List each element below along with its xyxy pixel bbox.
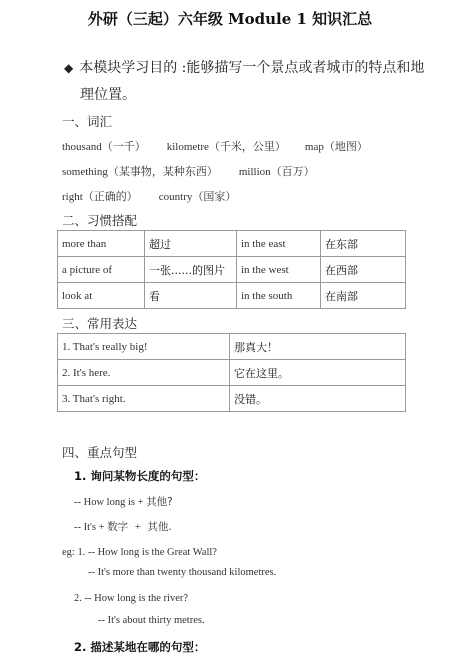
diamond-bullet-icon: ◆ [64,61,74,75]
objective-line-2: 理位置。 [80,87,136,103]
table-cell: look at [58,283,145,309]
phrases-table [57,230,406,309]
vocab-word: something [62,166,108,178]
table-cell: 一张......的图片 [145,257,237,283]
table-row [58,386,406,412]
vocab-row-3 [62,188,236,204]
vocab-row-1 [62,138,368,154]
table-row [58,360,406,386]
table-cell: more than [58,231,145,257]
vocab-meaning: （正确的） [82,190,138,203]
pattern-text: -- How long is + [74,497,144,508]
vocab-meaning: （国家） [192,190,237,203]
vocab-meaning: （百万） [270,165,315,178]
example-2-answer: -- It's about thirty metres. [98,615,205,626]
vocab-word: kilometre [166,141,209,153]
table-cell: 2. It's here. [58,360,230,386]
vocab-meaning: （一千） [101,140,146,153]
pattern-text: 数字 [107,521,129,533]
example-1-answer: -- It's more than twenty thousand kilometres. [88,567,277,578]
objective-line-1 [64,57,424,77]
table-row [58,283,406,309]
pattern-answer [74,519,172,534]
sentence-item-2-title: 2. 描述某地在哪的句型： [74,640,206,654]
table-cell: a picture of [58,257,145,283]
table-row [58,334,406,360]
table-cell: 那真大！ [230,334,406,360]
vocab-meaning: （某事物，某种东西） [107,165,218,178]
vocab-word: right [62,191,83,203]
vocab-meaning: （千米，公里） [208,140,286,153]
example-2-question: 2. -- How long is the river? [74,593,189,604]
vocab-word: thousand [62,141,102,153]
vocab-meaning: （地图） [323,140,368,153]
page-title: 外研（三起）六年级 Module 1 知识汇总 [87,10,373,28]
pattern-text: + [134,522,141,533]
expressions-table [57,333,406,412]
table-cell: in the west [237,257,321,283]
pattern-text: -- It's + [74,522,105,533]
table-cell: 它在这里。 [230,360,406,386]
table-row [58,231,406,257]
objective-text-1: 本模块学习目的 :能够描写一个景点或者城市的特点和地 [79,60,425,76]
table-cell: 在东部 [321,231,406,257]
table-cell: in the south [237,283,321,309]
vocab-row-2 [62,163,315,179]
table-cell: 1. That's really big! [58,334,230,360]
table-row [58,257,406,283]
phrases-heading: 二、习惯搭配 [62,213,138,228]
table-cell: 在南部 [321,283,406,309]
vocab-word: map [304,141,324,153]
vocab-word: country [158,191,193,203]
table-cell: in the east [237,231,321,257]
vocab-word: million [238,166,271,178]
table-cell: 在西部 [321,257,406,283]
expressions-heading: 三、常用表达 [62,316,138,331]
pattern-question [74,494,173,509]
pattern-text: 其他. [147,521,172,533]
table-cell: 3. That's right. [58,386,230,412]
pattern-text: 其他? [146,496,173,508]
table-cell: 看 [145,283,237,309]
table-cell: 没错。 [230,386,406,412]
example-1-question: eg: 1. -- How long is the Great Wall? [62,547,217,558]
table-cell: 超过 [145,231,237,257]
sentences-heading: 四、重点句型 [62,445,138,460]
sentence-item-1-title: 1. 询问某物长度的句型： [74,469,206,483]
vocab-heading: 一、词汇 [62,114,113,129]
